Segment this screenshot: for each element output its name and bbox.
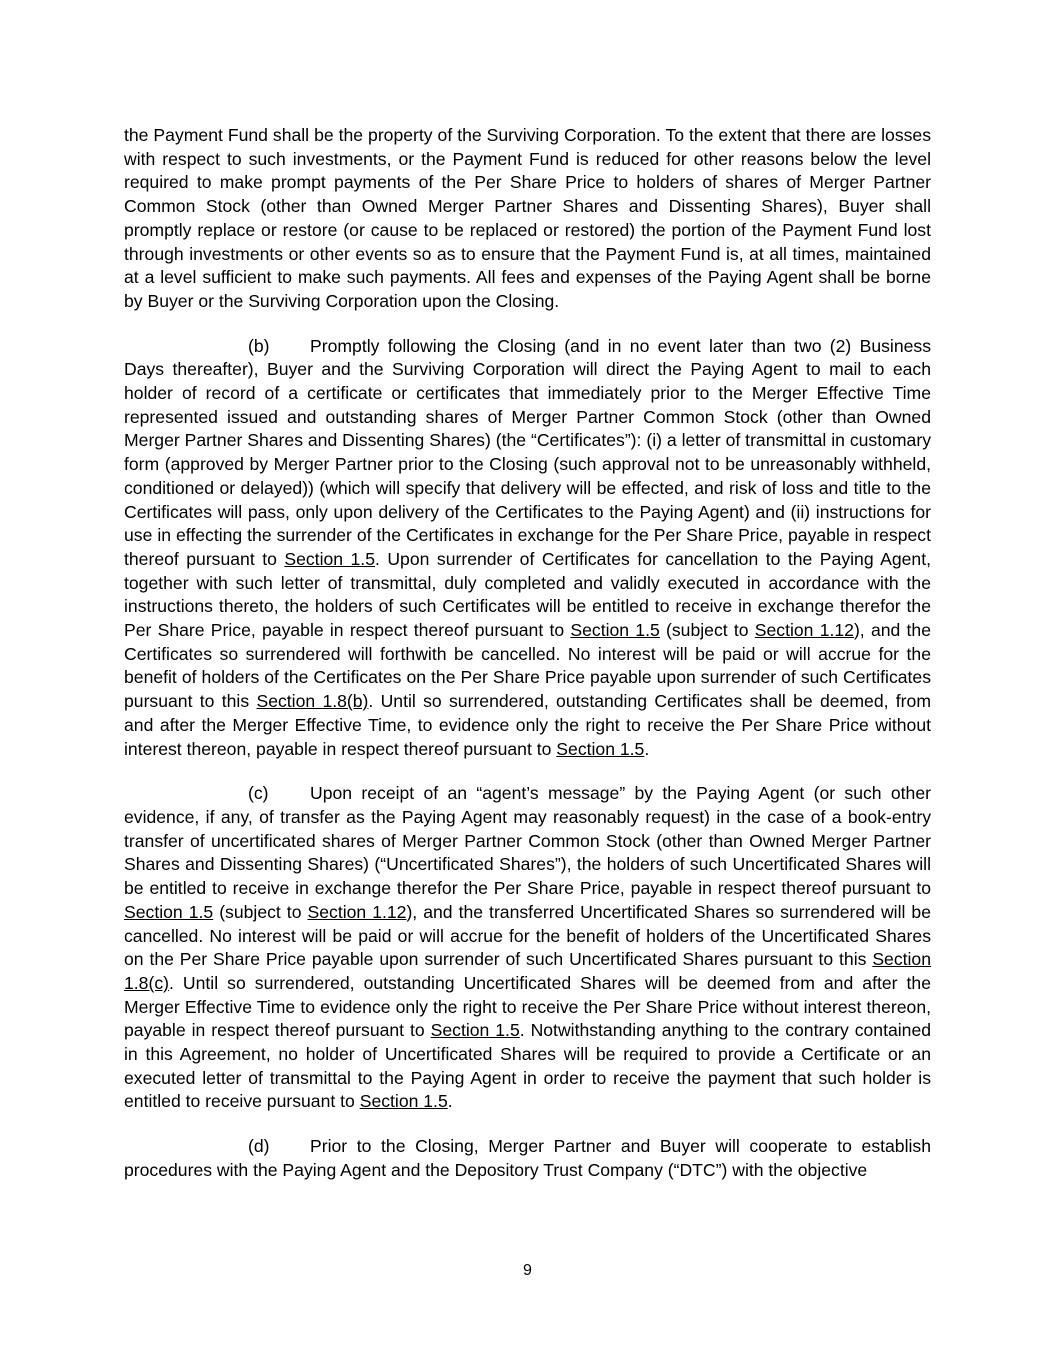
paragraph-b-label: (b) [248,335,270,356]
section-reference: Section 1.5 [284,548,375,569]
paragraph-c-label: (c) [248,783,269,804]
text-run: (subject to [213,901,308,922]
section-reference: Section 1.8(b) [256,691,369,712]
text-run: . Until so surrendered, outstanding Certificates shall be deemed, from and after the Merger Effective Time, to evidence only the right to receive the Per Share Price without interest thereon, payable in respect thereof pursuant to [124,691,931,759]
text-run: . Until so surrendered, outstanding Uncertificated Shares will be deemed from and after the Merger Effective Time to evidence only the right to receive the Per Share Price without interest thereon, payable in respect thereof pursuant to [124,972,931,1041]
text-run: ), and the Certificates so surrendered will forthwith be cancelled. No interest will be paid or will accrue for the benefit of holders of the Certificates on the Per Share Price payable upon surrender of such Certificates pursuant to this [124,620,931,712]
section-reference: Section 1.5 [124,901,214,922]
text-run: Prior to the Closing, Merger Partner and Buyer will cooperate to establish procedures with the Paying Agent and the Depository Trust Company (“DTC”) with the objective [124,1136,931,1180]
section-reference: Section 1.8(c) [124,949,931,993]
section-reference: Section 1.5 [570,620,660,641]
text-run: ), and the transferred Uncertificated Shares so surrendered will be cancelled. No interest will be paid or will accrue for the benefit of holders of the Uncertificated Shares on the Per Share Price payable upon surrender of such Uncertificated Shares pursuant to this [124,901,931,970]
section-reference: Section 1.12 [754,620,854,641]
paragraph-d [124,1135,931,1182]
paragraph-d-label: (d) [248,1136,270,1157]
paragraph-b [124,335,931,762]
text-run: Upon receipt of an “agent’s message” by the Paying Agent (or such other evidence, if any, of transfer as the Paying Agent may reasonably request) in the case of a book-entry transfer of uncertificated shares of Merger Partner Common Stock (other than Owned Merger Partner Shares and Dissenting Shares) (“Uncertificated Shares”), the holders of such Uncertificated Shares will be entitled to receive in exchange therefor the Per Share Price, payable in respect thereof pursuant to [124,783,931,899]
paragraph-c [124,782,931,1114]
text-run: . [644,738,650,759]
section-reference: Section 1.5 [359,1091,448,1112]
document-body [124,124,931,1204]
text-run: . Upon surrender of Certificates for cancellation to the Paying Agent, together with such letter of transmittal, duly completed and validly executed in accordance with the instructions thereto, the holders of such Certificates will be entitled to receive in exchange therefor the Per Share Price, payable in respect thereof pursuant to [124,548,931,641]
section-reference: Section 1.5 [430,1020,520,1041]
text-run: Promptly following the Closing (and in no event later than two (2) Business Days thereafter), Buyer and the Surviving Corporation will direct the Paying Agent to mail to each holder of record of a certificate or certificates that immediately prior to the Merger Effective Time represented issued and outstanding shares of Merger Partner Common Stock (other than Owned Merger Partner Shares and Dissenting Shares) (the “Certificates”): (i) a letter of transmittal in customary form (approved by Merger Partner prior to the Closing (such approval not to be unreasonably withheld, conditioned or delayed)) (which will specify that delivery will be effected, and risk of loss and title to the Certificates will pass, only upon delivery of the Certificates to the Paying Agent) and (ii) instructions for use in effecting the surrender of the Certificates in exchange for the Per Share Price, payable in respect thereof pursuant to [124,335,931,569]
text-run: . Notwithstanding anything to the contrary contained in this Agreement, no holder of Uncertificated Shares will be required to provide a Certificate or an executed letter of transmittal to the Paying Agent in order to receive the payment that such holder is entitled to receive pursuant to [124,1020,932,1112]
paragraph-continuation: the Payment Fund shall be the property of the Surviving Corporation. To the extent that there are losses with respect to such investments, or the Payment Fund is reduced for other reasons below the level required to make prompt payments of the Per Share Price to holders of shares of Merger Partner Common Stock (other than Owned Merger Partner Shares and Dissenting Shares), Buyer shall promptly replace or restore (or cause to be replaced or restored) the portion of the Payment Fund lost through investments or other events so as to ensure that the Payment Fund is, at all times, maintained at a level sufficient to make such payments. All fees and expenses of the Paying Agent shall be borne by Buyer or the Surviving Corporation upon the Closing. [124,125,931,311]
page-number: 9 [523,1262,532,1279]
text-run: . [447,1091,453,1112]
text-run: (subject to [659,620,755,641]
section-reference: Section 1.5 [556,738,645,759]
section-reference: Section 1.12 [307,901,407,922]
